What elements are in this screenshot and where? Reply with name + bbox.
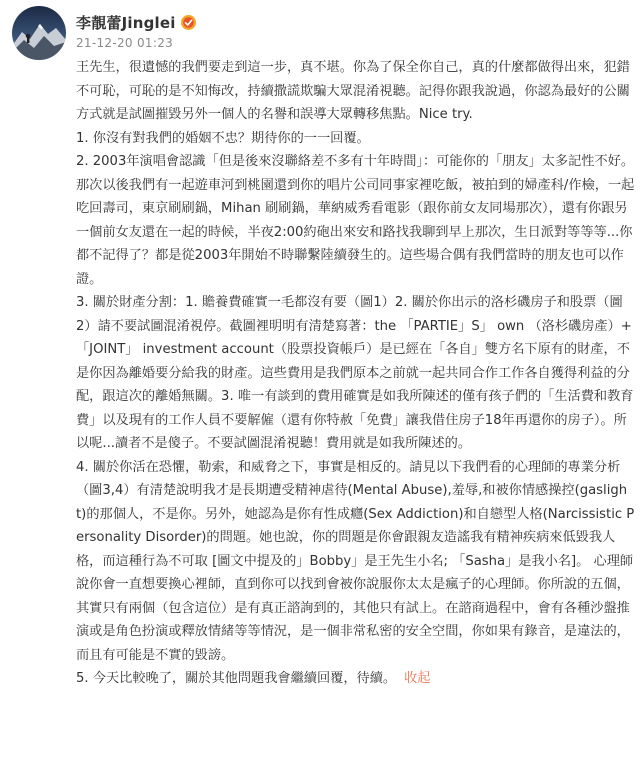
post-paragraph: 4. 關於你活在恐懼，勒索，和威脅之下，事實是相反的。請見以下我們看的心理師的專業分析（圖3,4）有清楚說明我才是長期遭受精神虐待(Mental Abuse),羞辱,和被你情感操控(gaslight)的那個人，不是你。另外，她認為是你有性成癮(Sex Addiction)和自戀型人格(Narcissistic Personality Disorder)的問題。她也說，你的問題是你會跟親友造謠我有精神疾病來低毀我人格，而這種行為不可取 [圖文中提及的」Bobby」是王先生小名; 「Sasha」是我小名]。 心理師說你會一直想要換心裡師，直到你可以找到會被你說服你太太是瘋子的心理師。你所說的五個，其實只有兩個（包含這位）是有真正諮詢到的，其他只有試上。在諮商過程中，會有各種沙盤推演或是角色扮演或釋放情緒等等情況，是一個非常私密的安全空間，你如果有錄音，是違法的，而且有可能是不實的毀謗。 <box>76 459 635 663</box>
username-link[interactable]: 李靚蕾Jinglei <box>76 13 176 32</box>
weibo-verified-badge-icon[interactable] <box>180 14 197 31</box>
post-timestamp[interactable]: 21-12-20 01:23 <box>76 36 174 50</box>
post-paragraph: 王先生，很遺憾的我們要走到這一步，真不堪。你為了保全你自己，真的什麼都做得出來，犯錯不可恥，可恥的是不知悔改，持續撒謊欺騙大眾混淆視聽。記得你跟我說過，你認為最好的公關方式就是試圖摧毀另外一個人的名譽和誤導大眾轉移焦點。Nice try. <box>76 60 630 122</box>
name-row <box>76 12 197 32</box>
post-paragraph: 3. 關於財產分割：1. 贍養費確實一毛都沒有要（圖1）2. 關於你出示的洛杉磯房子和股票（圖2）請不要試圖混淆視停。截圖裡明明有清楚寫著：the 「PARTIE」S」 own （洛杉磯房產）+ 「JOINT」 investment account（股票投資帳戶）是已經在「各自」雙方名下原有的財產，不是你因為離婚要分給我的財產。這些費用是我們原本之前就一起共同合作工作各自獲得利益的分配，跟這次的離婚無關。3. 唯一有談到的費用確實是如我所陳述的僅有孩子們的「生活費和教育費」以及現有的工作人員不要解僱（還有你特赦「免費」讓我借住房子18年再還你的房子）。所以呢...讀者不是傻子。不要試圖混淆視聽！費用就是如我所陳述的。 <box>76 295 637 451</box>
post-content <box>76 56 636 691</box>
avatar[interactable] <box>12 6 66 60</box>
post-header <box>76 12 197 50</box>
avatar-mountain-photo-icon <box>12 6 66 60</box>
post-paragraph: 2. 2003年演唱會認識「但是後來沒聯絡差不多有十年時間」：可能你的「朋友」太多記性不好。那次以後我們有一起遊車河到桃園還到你的唱片公司同事家裡吃飯，被拍到的婦產科/作檢，一起吃回壽司，東京刷刷鍋，Mihan 刷刷鍋，華納威秀看電影（跟你前女友同場那次），還有你跟另一個前女友還在一起的時候，半夜2:00約砲出來安和路找我聊到早上那次，生日派對等等等...你都不記得了？都是從2003年開始不時聯繫陸續發生的。這些場合偶有我們當時的朋友也可以作證。 <box>76 154 635 287</box>
post-paragraph-text: 5. 今天比較晚了，關於其他問題我會繼續回覆，待續。 <box>76 671 397 686</box>
post-paragraph: 1. 你沒有對我們的婚姻不忠？期待你的一一回覆。 <box>76 130 370 146</box>
collapse-link[interactable]: 收起 <box>404 671 431 686</box>
post-last-paragraph <box>76 667 636 691</box>
